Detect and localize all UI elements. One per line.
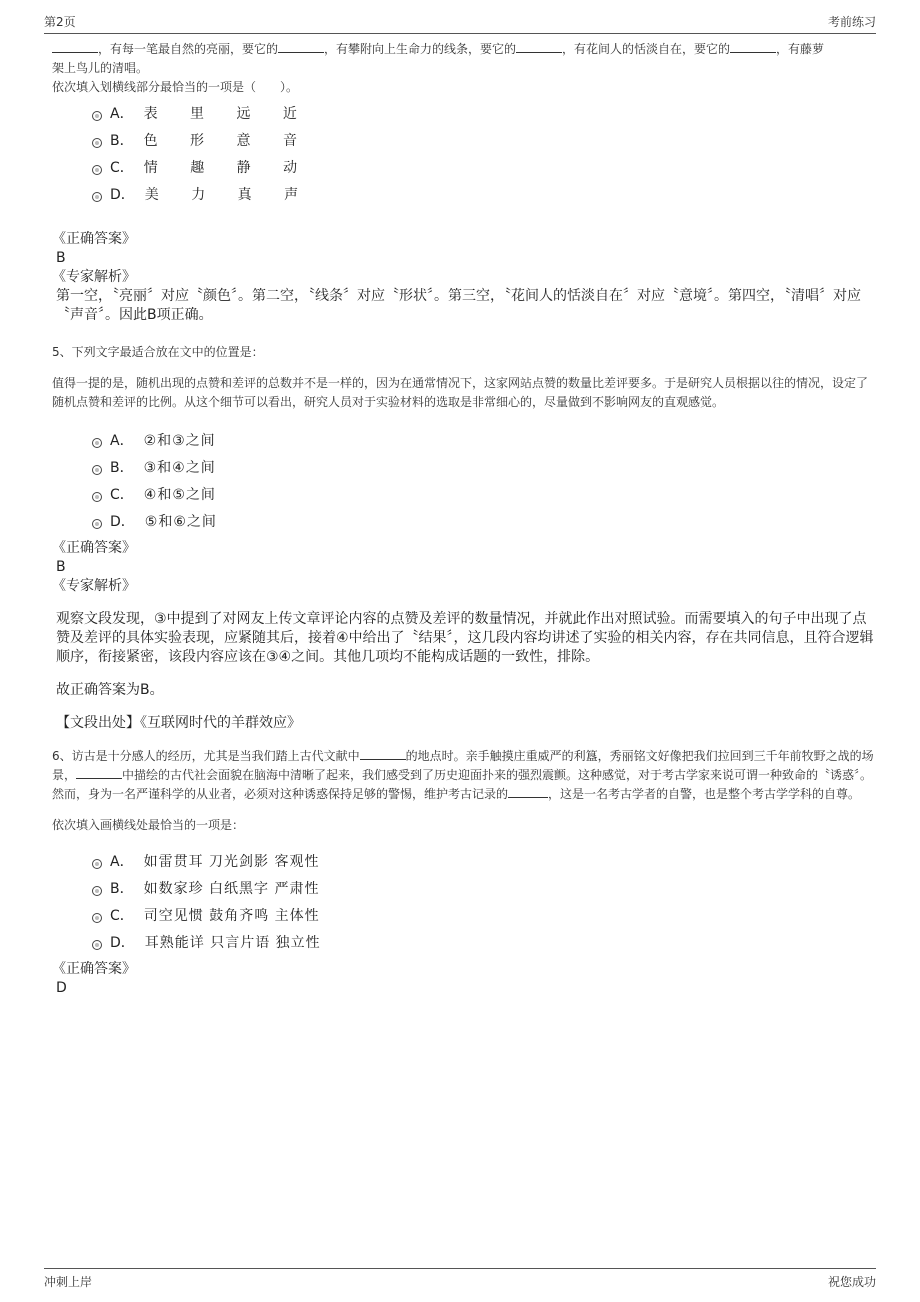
q5-analysis-label: 《专家解析》	[52, 578, 136, 594]
radio-icon[interactable]	[92, 940, 102, 950]
option-letter: A．	[110, 432, 134, 449]
option-letter: D．	[110, 934, 135, 951]
q6-option-b[interactable]	[92, 874, 876, 901]
q5-option-c[interactable]	[92, 480, 876, 507]
q4-options	[92, 99, 876, 207]
q4-stem	[52, 40, 876, 78]
q5-answer-label: 《正确答案》	[52, 540, 136, 556]
fill-blank	[730, 40, 776, 53]
q4-stem-part: 架上鸟儿的清唱。	[52, 61, 149, 75]
option-text: 耳熟能详 只言片语 独立性	[144, 934, 321, 951]
q4-stem-part: ，有花间人的恬淡自在，要它的	[562, 42, 731, 56]
fill-blank	[360, 747, 406, 760]
source-title: 《互联网时代的羊群效应》	[140, 715, 301, 731]
radio-icon[interactable]	[92, 886, 102, 896]
option-text: 情 趣 静 动	[143, 159, 312, 176]
radio-icon[interactable]	[92, 519, 102, 529]
option-text: 如数家珍 白纸黑字 严肃性	[143, 880, 320, 897]
option-text: ③和④之间	[143, 459, 216, 476]
radio-icon[interactable]	[92, 492, 102, 502]
q6-options	[92, 847, 876, 955]
q6-option-a[interactable]	[92, 847, 876, 874]
page-number: 第2页	[44, 15, 76, 29]
option-text: 表 里 远 近	[143, 105, 311, 122]
q6-stem-part: 6、访古是十分感人的经历，尤其是当我们踏上古代文献中	[52, 749, 360, 763]
option-letter: D．	[110, 186, 135, 203]
header-title: 考前练习	[827, 15, 876, 29]
document-body	[52, 40, 876, 997]
option-letter: B．	[110, 132, 134, 149]
option-text: 美 力 真 声	[144, 186, 313, 203]
q6-stem-part: 中描绘的古代社会面貌在脑海中清晰了起来，我们感受到了历史迎面扑来的强烈震颤。这种感觉，对于考古学家来说可谓一种致命的〝诱惑〞。然而，身为一名严谨科学的从业者，必须对这种诱惑保持足够的警惕，维护考古记录的	[52, 768, 873, 801]
q6-answer: D	[56, 980, 67, 996]
q5-answer: B	[56, 559, 66, 575]
option-text: ②和③之间	[143, 432, 216, 449]
q5-option-d[interactable]	[92, 507, 876, 534]
q5-options	[92, 426, 876, 534]
radio-icon[interactable]	[92, 438, 102, 448]
option-letter: C．	[110, 159, 134, 176]
q4-option-a[interactable]	[92, 99, 876, 126]
q4-stem-part: ，有每一笔最自然的亮丽，要它的	[98, 42, 279, 56]
fill-blank	[516, 40, 562, 53]
q6-stem-part: ，这是一名考古学者的自警，也是整个考古学学科的自尊。	[548, 787, 861, 801]
radio-icon[interactable]	[92, 192, 102, 202]
fill-blank	[508, 785, 548, 798]
q4-analysis-label: 《专家解析》	[52, 269, 136, 285]
footer-left: 冲刺上岸	[44, 1275, 93, 1289]
radio-icon[interactable]	[92, 111, 102, 121]
option-letter: A．	[110, 105, 134, 122]
q5-conclusion: 故正确答案为B。	[56, 682, 164, 698]
q5-question: 5、下列文字最适合放在文中的位置是：	[52, 345, 264, 359]
q4-analysis: 第一空，〝亮丽〞对应〝颜色〞。第二空，〝线条〞对应〝形状〞。第三空，〝花间人的恬淡自在〞对应〝意境〞。第四空，〝清唱〞对应〝声音〞。因此B项正确。	[56, 288, 861, 323]
radio-icon[interactable]	[92, 465, 102, 475]
q5-passage: 值得一提的是，随机出现的点赞和差评的总数并不是一样的，因为在通常情况下，这家网站点赞的数量比差评要多。于是研究人员根据以往的情况，设定了随机点赞和差评的比例。从这个细节可以看出，研究人员对于实验材料的选取是非常细心的，尽量做到不影响网友的直观感觉。	[52, 376, 869, 409]
option-text: ④和⑤之间	[143, 486, 216, 503]
q5-option-b[interactable]	[92, 453, 876, 480]
q4-option-c[interactable]	[92, 153, 876, 180]
q4-option-d[interactable]	[92, 180, 876, 207]
q4-instruction: 依次填入划横线部分最恰当的一项是（ ）。	[52, 80, 299, 94]
footer-right: 祝您成功	[827, 1275, 876, 1289]
q6-stem	[52, 747, 876, 804]
q4-option-b[interactable]	[92, 126, 876, 153]
radio-icon[interactable]	[92, 165, 102, 175]
q6-option-c[interactable]	[92, 901, 876, 928]
page-header	[44, 12, 876, 34]
fill-blank	[76, 766, 122, 779]
option-text: 色 形 意 音	[143, 132, 311, 149]
q5-analysis: 观察文段发现，③中提到了对网友上传文章评论内容的点赞及差评的数量情况，并就此作出对照试验。而需要填入的句子中出现了点赞及差评的具体实验表现，应紧随其后，接着④中给出了〝结果〞，这几段内容均讲述了实验的相关内容，存在共同信息，且符合逻辑顺序，衔接紧密，该段内容应该在③④之间。其他几项均不能构成话题的一致性，排除。	[56, 611, 874, 665]
q6-instruction: 依次填入画横线处最恰当的一项是：	[52, 818, 245, 832]
option-letter: C．	[110, 486, 134, 503]
fill-blank	[278, 40, 324, 53]
q4-answer: B	[56, 250, 66, 266]
q5-option-a[interactable]	[92, 426, 876, 453]
option-text: 司空见惯 鼓角齐鸣 主体性	[143, 907, 320, 924]
q4-stem-part: ，有攀附向上生命力的线条，要它的	[324, 42, 517, 56]
option-text: 如雷贯耳 刀光剑影 客观性	[143, 853, 320, 870]
radio-icon[interactable]	[92, 138, 102, 148]
option-letter: B．	[110, 880, 134, 897]
q5-source	[56, 714, 876, 733]
option-text: ⑤和⑥之间	[144, 513, 217, 530]
radio-icon[interactable]	[92, 913, 102, 923]
source-label: 【文段出处】	[56, 715, 140, 731]
q6-answer-label: 《正确答案》	[52, 961, 136, 977]
option-letter: B．	[110, 459, 134, 476]
q6-stem-part: 的地点时。亲手触摸庄重威严的利簋，秀丽铭文好像把我们拉回到三千年前牧野之战的场景，	[52, 749, 874, 782]
q4-answer-label: 《正确答案》	[52, 231, 136, 247]
option-letter: A．	[110, 853, 134, 870]
fill-blank	[52, 40, 98, 53]
option-letter: C．	[110, 907, 134, 924]
q6-option-d[interactable]	[92, 928, 876, 955]
page-footer	[44, 1268, 876, 1290]
radio-icon[interactable]	[92, 859, 102, 869]
q4-stem-part: ，有藤萝	[776, 42, 825, 56]
option-letter: D．	[110, 513, 135, 530]
